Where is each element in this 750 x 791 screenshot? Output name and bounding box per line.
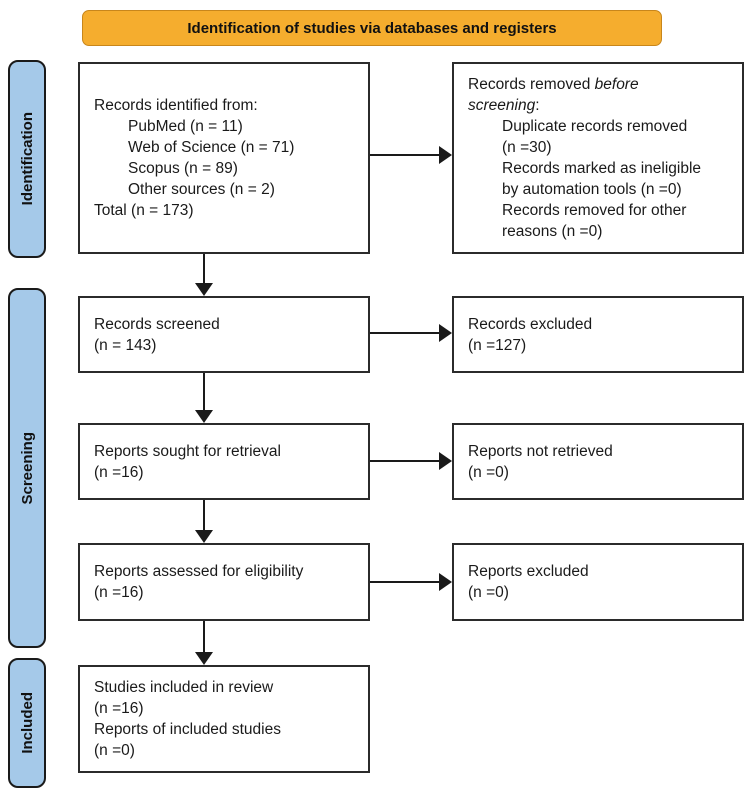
box-text-line: (n =0): [468, 584, 509, 601]
box-records-identified: [78, 62, 370, 254]
box-text-segment-italic: screening: [468, 97, 536, 114]
arrow-head-icon: [439, 324, 452, 342]
stage-label-identification: Identification: [18, 112, 36, 206]
box-text-line: Reports excluded: [468, 563, 589, 580]
box-text-line: (n =127): [468, 336, 527, 354]
header-title: Identification of studies via databases and registers: [187, 19, 557, 37]
box-reports-sought: [78, 423, 370, 500]
box-studies-included: [78, 665, 370, 773]
arrow-line: [203, 254, 205, 284]
box-text-line: Records screened: [94, 315, 220, 333]
box-text-line: (n =30): [502, 139, 552, 156]
box-text-line: (n =16): [94, 700, 144, 717]
box-text-line: [468, 74, 728, 95]
stage-label-included: Included: [18, 692, 36, 754]
box-text-segment: Records removed: [468, 76, 595, 93]
header-banner: [82, 10, 662, 46]
arrow-line: [370, 581, 439, 583]
arrow-head-icon: [195, 530, 213, 543]
arrow-line: [370, 460, 439, 462]
box-reports-excluded: [452, 543, 744, 621]
box-text-line: Records marked as ineligible: [502, 160, 702, 177]
box-text-line: (n =16): [94, 584, 144, 601]
box-text-line: Duplicate records removed: [502, 118, 688, 135]
stage-bar-screening: [8, 288, 46, 648]
arrow-head-icon: [195, 410, 213, 423]
box-text-line: Other sources (n = 2): [128, 181, 275, 198]
box-text-line: Reports of included studies: [94, 721, 281, 738]
arrow-line: [203, 373, 205, 411]
arrow-line: [370, 154, 439, 156]
box-text-line: (n = 143): [94, 336, 157, 354]
box-text-line: reasons (n =0): [502, 223, 603, 240]
arrow-head-icon: [439, 146, 452, 164]
box-text-line: Total (n = 173): [94, 202, 194, 219]
box-text-line: Reports sought for retrieval: [94, 442, 281, 460]
box-text-segment-italic: before: [594, 76, 639, 93]
box-records-removed-before-screening: [452, 62, 744, 254]
box-text-line: by automation tools (n =0): [502, 181, 682, 198]
box-text-line: (n =0): [94, 742, 135, 759]
box-records-screened: [78, 296, 370, 373]
stage-label-screening: Screening: [18, 431, 36, 505]
box-text-line: Studies included in review: [94, 679, 274, 696]
box-text-line: [468, 95, 728, 116]
box-text-line: (n =0): [468, 463, 509, 481]
arrow-head-icon: [195, 652, 213, 665]
stage-bar-identification: [8, 60, 46, 258]
box-reports-assessed: [78, 543, 370, 621]
box-text-line: Records removed for other: [502, 202, 687, 219]
box-records-excluded: [452, 296, 744, 373]
arrow-line: [370, 332, 439, 334]
stage-bar-included: [8, 658, 46, 788]
box-text-line: (n =16): [94, 463, 144, 481]
box-text-line: Reports not retrieved: [468, 442, 613, 460]
arrow-line: [203, 621, 205, 653]
box-text-line: Scopus (n = 89): [128, 160, 238, 177]
arrow-head-icon: [439, 573, 452, 591]
box-text-line: Web of Science (n = 71): [128, 139, 295, 156]
box-text-line: Reports assessed for eligibility: [94, 563, 304, 580]
arrow-head-icon: [195, 283, 213, 296]
box-reports-not-retrieved: [452, 423, 744, 500]
box-text-line: PubMed (n = 11): [128, 118, 243, 135]
box-text-line: Records excluded: [468, 315, 593, 333]
box-text-line: Records identified from:: [94, 97, 258, 114]
box-text-segment: :: [535, 97, 540, 114]
arrow-head-icon: [439, 452, 452, 470]
arrow-line: [203, 500, 205, 531]
